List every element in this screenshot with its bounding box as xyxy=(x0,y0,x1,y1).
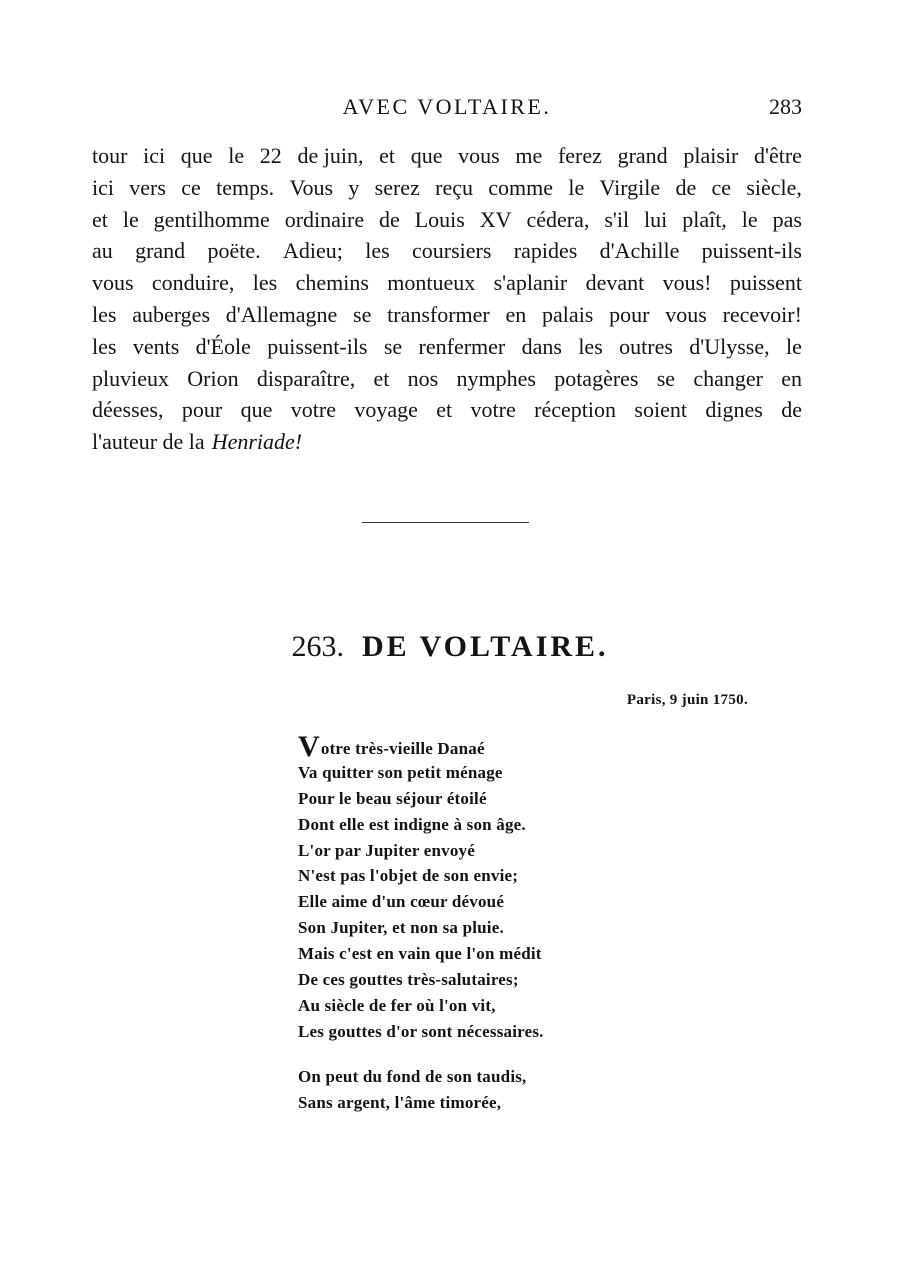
drop-cap: V xyxy=(298,730,320,763)
prose-word: d'Achille xyxy=(599,238,680,264)
prose-word: les xyxy=(365,238,390,264)
prose-word: Orion xyxy=(187,365,239,391)
prose-word: réception xyxy=(534,397,616,423)
prose-word: temps. xyxy=(216,174,275,200)
prose-word: poëte. xyxy=(207,238,261,264)
prose-last-line-prefix: l'auteur de la xyxy=(92,429,205,455)
poem-line: N'est pas l'objet de son envie; xyxy=(298,866,519,886)
prose-word: se xyxy=(656,365,676,391)
prose-word: d'Allemagne xyxy=(225,301,338,327)
prose-word: me xyxy=(515,143,543,168)
prose-word: se xyxy=(383,333,403,359)
poem-line: Sans argent, l'âme timorée, xyxy=(298,1092,502,1112)
poem-line: Elle aime d'un cœur dévoué xyxy=(298,892,505,912)
prose-word: rapides xyxy=(513,238,578,264)
poem-first-line: otre très-vieille Danaé xyxy=(320,739,485,758)
prose-word: ici xyxy=(143,143,166,168)
prose-word: y xyxy=(348,174,360,200)
prose-word: les xyxy=(578,333,603,359)
running-title: AVEC VOLTAIRE. xyxy=(342,94,552,119)
prose-word: votre xyxy=(290,397,336,423)
letter-heading xyxy=(0,630,900,664)
prose-word: le xyxy=(122,206,139,232)
prose-word: vous! xyxy=(662,270,712,296)
prose-word: le xyxy=(228,143,245,168)
prose-word: disparaître, xyxy=(256,365,356,391)
prose-word: pour xyxy=(609,301,650,327)
prose-word: ici xyxy=(92,174,114,200)
prose-line xyxy=(92,204,802,236)
prose-line xyxy=(92,331,802,363)
prose-word: puissent-ils xyxy=(701,238,802,264)
prose-line xyxy=(92,363,802,395)
prose-word: vous xyxy=(665,301,707,327)
prose-word: serez xyxy=(374,174,420,200)
running-head xyxy=(92,94,802,130)
prose-word: les xyxy=(92,333,117,359)
prose-word: outres xyxy=(619,333,673,359)
prose-line xyxy=(92,140,802,172)
prose-word: d'Éole xyxy=(195,333,251,359)
poem-line: Au siècle de fer où l'on vit, xyxy=(298,995,496,1015)
prose-word: plaît, xyxy=(682,206,727,232)
poem-line: De ces gouttes très-salutaires; xyxy=(298,970,519,990)
prose-word: vents xyxy=(132,333,180,359)
prose-word: que xyxy=(180,143,213,168)
prose-word: XV xyxy=(479,206,512,232)
prose-word: lui xyxy=(644,206,668,232)
poem-line: Son Jupiter, et non sa pluie. xyxy=(298,918,504,938)
poem xyxy=(298,730,718,1115)
poem-line: Pour le beau séjour étoilé xyxy=(298,788,487,808)
prose-word: conduire, xyxy=(151,270,235,296)
prose-word: votre xyxy=(470,397,516,423)
prose-word: vous xyxy=(458,143,500,168)
prose-word: pas xyxy=(772,206,802,232)
prose-word: devant xyxy=(585,270,645,296)
prose-word: cédera, xyxy=(526,206,590,232)
prose-word: le xyxy=(568,174,585,200)
prose-word: siècle, xyxy=(746,174,802,200)
prose-word: se xyxy=(353,301,372,327)
prose-line xyxy=(92,394,802,426)
prose-word: en xyxy=(505,301,527,327)
prose-line xyxy=(92,267,802,299)
poem-line: On peut du fond de son taudis, xyxy=(298,1066,527,1086)
letter-title: DE VOLTAIRE. xyxy=(361,630,609,663)
prose-word: et xyxy=(379,143,396,168)
prose-word: montueux xyxy=(387,270,476,296)
prose-word: tour xyxy=(92,143,128,168)
prose-word: ce xyxy=(181,174,201,200)
prose-word: auberges xyxy=(132,301,211,327)
prose-word: plaisir xyxy=(683,143,739,168)
prose-word: vous xyxy=(92,270,134,296)
prose-word: puissent-ils xyxy=(267,333,368,359)
prose-word: Adieu; xyxy=(283,238,343,264)
prose-word: s'aplanir xyxy=(493,270,568,296)
prose-word: comme xyxy=(488,174,554,200)
section-divider-rule xyxy=(362,522,529,523)
prose-word: dans xyxy=(521,333,562,359)
prose-word: d'être xyxy=(754,143,802,168)
prose-word: au xyxy=(92,238,113,264)
prose-word: soient xyxy=(634,397,687,423)
prose-line xyxy=(92,172,802,204)
prose-word: nymphes xyxy=(456,365,536,391)
prose-word: voyage xyxy=(354,397,418,423)
poem-line: Va quitter son petit ménage xyxy=(298,762,503,782)
prose-word: de xyxy=(379,206,400,232)
prose-word: potagères xyxy=(554,365,639,391)
prose-word: pluvieux xyxy=(92,365,169,391)
prose-word: les xyxy=(252,270,278,296)
poem-line: L'or par Jupiter envoyé xyxy=(298,840,475,860)
prose-word: et xyxy=(373,365,390,391)
prose-word: et xyxy=(436,397,453,423)
prose-word: grand xyxy=(135,238,186,264)
prose-word: en xyxy=(781,365,802,391)
prose-line xyxy=(92,426,802,458)
prose-word: pour xyxy=(181,397,223,423)
poem-line: Mais c'est en vain que l'on médit xyxy=(298,944,542,964)
letter-number: 263. xyxy=(291,630,344,663)
page-number: 283 xyxy=(769,94,802,119)
prose-word: d'Ulysse, xyxy=(689,333,770,359)
prose-word: coursiers xyxy=(412,238,492,264)
prose-word: Virgile xyxy=(599,174,661,200)
dateline: Paris, 9 juin 1750. xyxy=(626,692,748,708)
prose-word: renfermer xyxy=(418,333,506,359)
prose-word: puissent xyxy=(729,270,802,296)
poem-line: Dont elle est indigne à son âge. xyxy=(298,814,526,834)
prose-word: palais xyxy=(542,301,594,327)
prose-word: ordinaire xyxy=(284,206,365,232)
prose-word: et xyxy=(92,206,108,232)
prose-word: que xyxy=(240,397,273,423)
prose-word: transformer xyxy=(387,301,490,327)
prose-word: 22 xyxy=(259,143,282,168)
prose-word: s'il xyxy=(604,206,630,232)
prose-word: ferez xyxy=(557,143,602,168)
prose-word: grand xyxy=(617,143,668,168)
prose-word: Louis xyxy=(414,206,465,232)
prose-word: les xyxy=(92,301,117,327)
prose-line xyxy=(92,299,802,331)
prose-word: de juin, xyxy=(297,143,364,168)
prose-word: nos xyxy=(407,365,439,391)
prose-word: reçu xyxy=(435,174,473,200)
prose-word: déesses, xyxy=(92,397,164,423)
prose-word: changer xyxy=(693,365,763,391)
prose-word: vers xyxy=(129,174,166,200)
prose-word: Vous xyxy=(289,174,334,200)
prose-word: le xyxy=(741,206,758,232)
stanza-break xyxy=(298,1045,718,1064)
poem-line xyxy=(298,730,718,763)
prose-word: le xyxy=(785,333,802,359)
prose-word: chemins xyxy=(295,270,369,296)
poem-line: Les gouttes d'or sont nécessaires. xyxy=(298,1021,544,1041)
prose-word: recevoir! xyxy=(722,301,802,327)
prose-paragraph xyxy=(92,140,802,458)
prose-word: dignes xyxy=(705,397,763,423)
prose-word: gentilhomme xyxy=(153,206,270,232)
prose-word: que xyxy=(410,143,443,168)
prose-line xyxy=(92,235,802,267)
book-title-henriade: Henriade! xyxy=(211,429,303,455)
prose-word: de xyxy=(675,174,697,200)
prose-word: ce xyxy=(711,174,732,200)
prose-word: de xyxy=(781,397,802,423)
